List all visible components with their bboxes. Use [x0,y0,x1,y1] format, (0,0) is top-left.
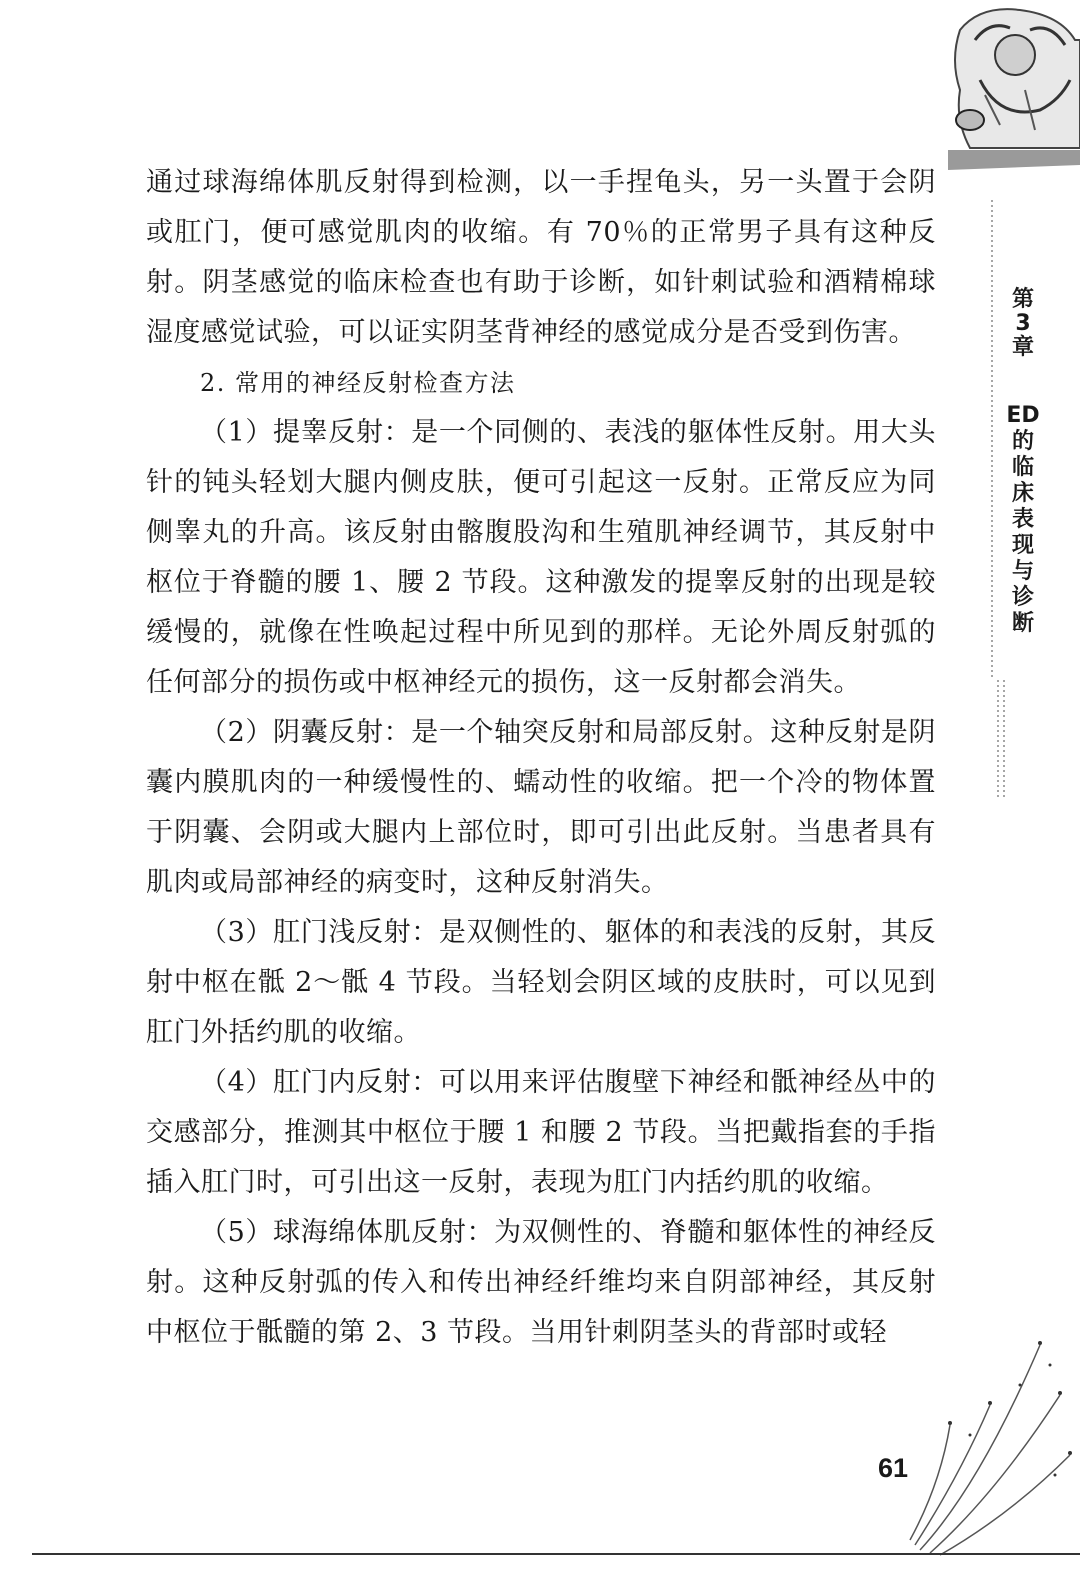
body-text [146,158,936,1358]
paragraph-cremasteric-reflex: （1）提睾反射：是一个同侧的、表浅的躯体性反射。用大头针的钝头轻划大腿内侧皮肤，便可引起这一反射。正常反应为同侧睾丸的升高。该反射由髂腹股沟和生殖肌神经调节，其反射中枢位于脊髓的腰 1、腰 2 节段。这种激发的提睾反射的出现是较缓慢的，就像在性唤起过程中所见到的那样。无论外周反射弧的任何部分的损伤或中枢神经元的损伤，这一反射都会消失。 [146,417,936,698]
chapter-label [1003,288,1043,360]
paragraph-superficial-anal-reflex: （3）肛门浅反射：是双侧性的、躯体的和表浅的反射，其反射中枢在骶 2～骶 4 节段。当轻划会阴区域的皮肤时，可以见到肛门外括约肌的收缩。 [146,917,936,1048]
page-number: 61 [878,1453,909,1483]
paragraph-bulbocavernosus-reflex: （5）球海绵体肌反射：为双侧性的、脊髓和躯体性的神经反射。这种反射弧的传入和传出神经纤维均来自阴部神经，其反射中枢位于骶髓的第 2、3 节段。当用针刺阴茎头的背部时或轻 [146,1217,936,1348]
sparkle-decoration-icon [900,1325,1080,1560]
chapter-suffix: 章 [1011,335,1034,360]
section-heading: 2. 常用的神经反射检查方法 [200,369,516,397]
paragraph-continuation: 通过球海绵体肌反射得到检测，以一手捏龟头，另一头置于会阴或肛门，便可感觉肌肉的收缩。有 70％的正常男子具有这种反射。阴茎感觉的临床检查也有助于诊断，如针刺试验和酒精棉球湿度感觉试验，可以证实阴茎背神经的感觉成分是否受到伤害。 [146,167,936,348]
chapter-number: 3 [1015,311,1031,336]
bottom-rule [32,1553,1080,1555]
paragraph-internal-anal-reflex: （4）肛门内反射：可以用来评估腹壁下神经和骶神经丛中的交感部分，推测其中枢位于腰 1 和腰 2 节段。当把戴指套的手指插入肛门时，可引出这一反射，表现为肛门内括约肌的收缩。 [146,1067,936,1198]
chapter-title: ED的临床表现与诊断 [1006,403,1040,636]
chapter-prefix: 第 [1011,287,1034,312]
paragraph-scrotal-reflex: （2）阴囊反射：是一个轴突反射和局部反射。这种反射是阴囊内膜肌肉的一种缓慢性的、蠕动性的收缩。把一个冷的物体置于阴囊、会阴或大腿内上部位时，即可引出此反射。当患者具有肌肉或局部神经的病变时，这种反射消失。 [146,717,936,898]
